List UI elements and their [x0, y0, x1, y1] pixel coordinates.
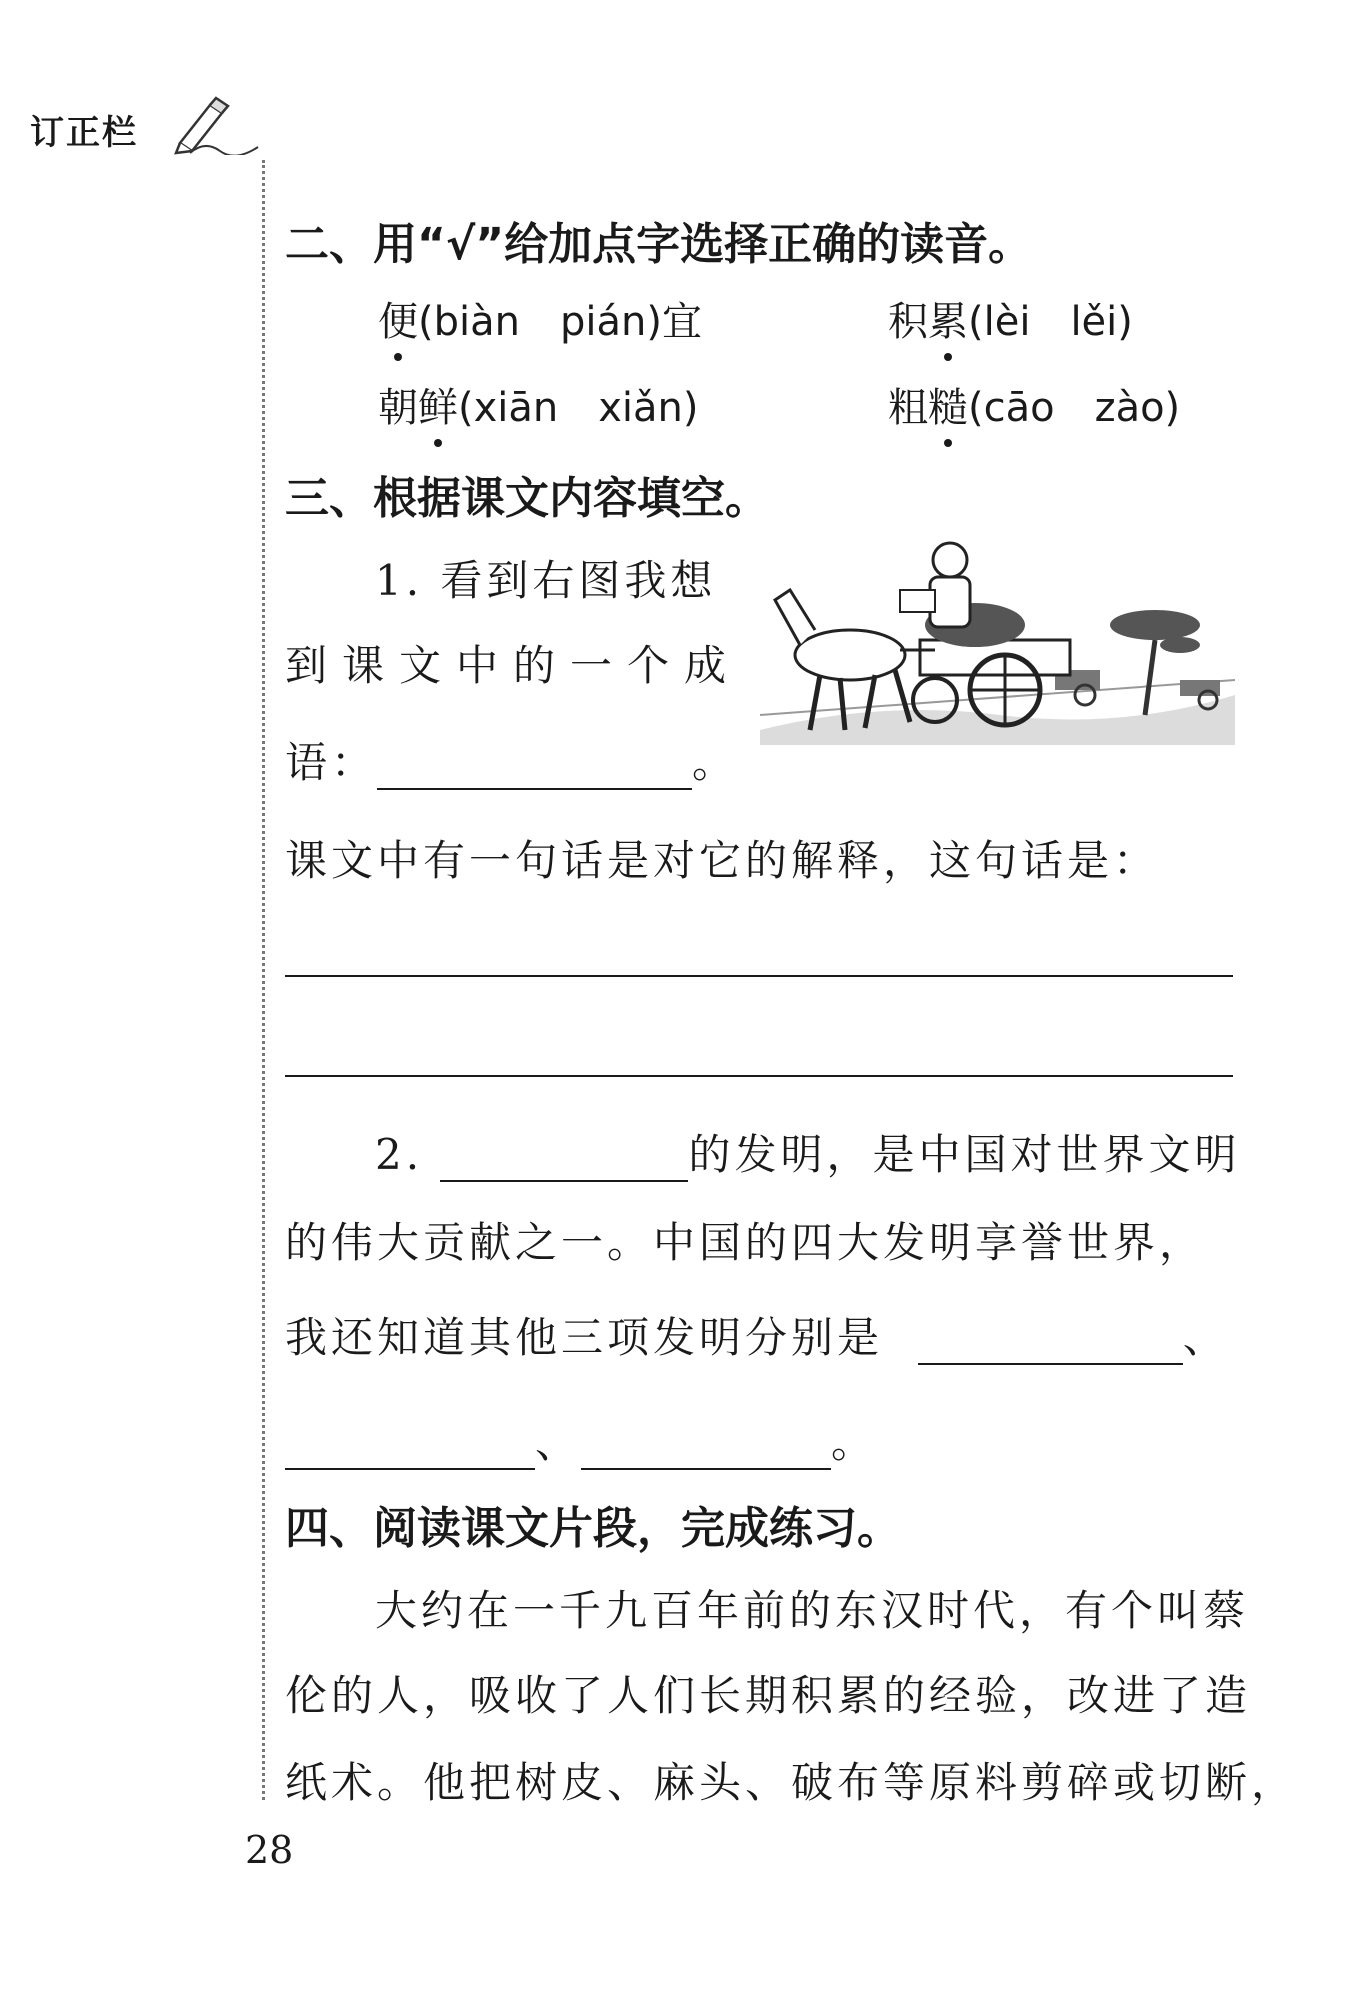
emphasis-dot	[394, 353, 402, 361]
q1-explanation-prompt: 课文中有一句话是对它的解释，这句话是：	[285, 836, 1160, 885]
section2-title: 二、用“√”给加点字选择正确的读音。	[285, 219, 1033, 270]
passage-line: 伦的人，吸收了人们长期积累的经验，改进了造	[285, 1671, 1252, 1720]
emphasis-dot	[944, 439, 952, 447]
explanation-answer-line-1[interactable]	[285, 975, 1233, 977]
q2-line3: 我还知道其他三项发明分别是 、	[285, 1305, 1229, 1365]
pinyin-item: 朝鲜 (xiān xiǎn)	[378, 376, 699, 433]
other-invention-blank-3[interactable]	[581, 1424, 831, 1470]
emphasis-dot	[434, 439, 442, 447]
q1-line2: 到课文中的一个成	[285, 641, 742, 690]
other-invention-blank-1[interactable]	[918, 1319, 1183, 1365]
q1-line3: 语： 。	[285, 730, 738, 790]
correction-column-label: 订正栏	[30, 113, 138, 153]
idiom-answer-blank[interactable]	[377, 744, 692, 790]
pinyin-item: 粗糙 (cāo zào)	[888, 376, 1180, 433]
explanation-answer-line-2[interactable]	[285, 1075, 1233, 1077]
q2-line2: 的伟大贡献之一。中国的四大发明享誉世界，	[285, 1218, 1206, 1267]
pinyin-item: 便 (biàn pián)宜	[378, 290, 702, 347]
passage-line: 大约在一千九百年前的东汉时代，有个叫蔡	[375, 1586, 1250, 1635]
q2-line4: 、 。	[285, 1410, 877, 1470]
passage-line: 纸术。他把树皮、麻头、破布等原料剪碎或切断，	[285, 1758, 1298, 1807]
pencil-icon	[170, 95, 260, 155]
q2-line1: 2. 的发明，是中国对世界文明	[375, 1122, 1240, 1182]
ox-cart-illustration	[760, 530, 1235, 745]
other-invention-blank-2[interactable]	[285, 1424, 535, 1470]
margin-divider	[262, 160, 265, 1800]
emphasis-dot	[944, 353, 952, 361]
section4-title: 四、阅读课文片段，完成练习。	[285, 1503, 901, 1554]
section3-title: 三、根据课文内容填空。	[285, 473, 769, 524]
pinyin-item: 积累 (lèi lěi)	[888, 290, 1133, 347]
invention-answer-blank[interactable]	[440, 1136, 688, 1182]
q1-line1: 1. 看到右图我想	[375, 556, 717, 605]
page-number: 28	[245, 1828, 294, 1872]
